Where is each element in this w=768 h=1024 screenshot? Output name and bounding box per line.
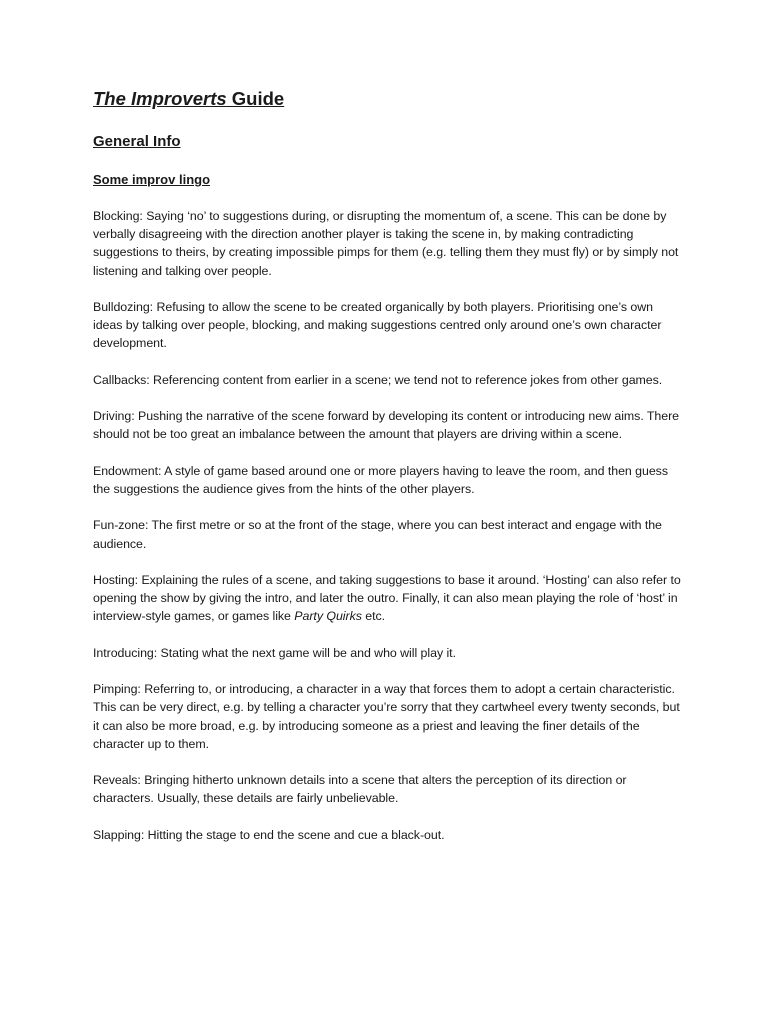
glossary-entry-callbacks: Callbacks: Referencing content from earlier in a scene; we tend not to reference jokes from other games. bbox=[93, 372, 663, 387]
section-heading-general-info: General Info bbox=[93, 133, 181, 150]
glossary-entry-driving: Driving: Pushing the narrative of the scene forward by developing its content or introducing new aims. There should not be too great an imbalance between the amount that players are driving within a scene. bbox=[93, 409, 680, 442]
hosting-text-after: etc. bbox=[361, 609, 386, 624]
glossary-entry-slapping: Slapping: Hitting the stage to end the scene and cue a black-out. bbox=[93, 827, 445, 842]
glossary-list bbox=[93, 207, 683, 844]
sub-heading-improv-lingo: Some improv lingo bbox=[93, 172, 211, 187]
hosting-text-italic: Party Quirks bbox=[294, 609, 362, 624]
document-title bbox=[93, 86, 683, 112]
glossary-entry-pimping: Pimping: Referring to, or introducing, a character in a way that forces them to adopt a certain characteristic. This can be very direct, e.g. by telling a character you’re sorry that they cartwheel every twenty seconds, but it can also be more broad, e.g. by introducing someone as a priest and leaving the finer details of the character up to them. bbox=[93, 682, 680, 751]
glossary-entry-introducing: Introducing: Stating what the next game will be and who will play it. bbox=[93, 645, 456, 660]
glossary-entry-hosting bbox=[93, 571, 683, 626]
glossary-entry-reveals: Reveals: Bringing hitherto unknown details into a scene that alters the perception of its direction or characters. Usually, these details are fairly unbelievable. bbox=[93, 773, 627, 806]
document-content bbox=[93, 86, 683, 862]
glossary-entry-endowment: Endowment: A style of game based around one or more players having to leave the room, and then guess the suggestions the audience gives from the hints of the other players. bbox=[93, 463, 668, 496]
hosting-text-before: Hosting: Explaining the rules of a scene, and taking suggestions to base it around. ‘Hosting’ can also refer to opening the show by giving the intro, and later the outro. Finally, it can also mean playing the role of ‘host’ in interview-style games, or games like bbox=[93, 572, 681, 624]
glossary-entry-blocking: Blocking: Saying ‘no’ to suggestions during, or disrupting the momentum of, a scene. This can be done by verbally disagreeing with the direction another player is taking the scene in, by making contradicting suggestions to theirs, by creating impossible pimps for them (e.g. telling them they must fly) or by simply not listening and talking over people. bbox=[93, 209, 679, 278]
document-title-italic: The Improverts bbox=[93, 88, 227, 109]
glossary-entry-bulldozing: Bulldozing: Refusing to allow the scene to be created organically by both players. Prioritising one’s own ideas by talking over people, blocking, and making suggestions centred only around one’s own character development. bbox=[93, 300, 662, 351]
document-title-rest: Guide bbox=[226, 88, 285, 109]
glossary-entry-fun-zone: Fun-zone: The first metre or so at the front of the stage, where you can best interact and engage with the audience. bbox=[93, 518, 662, 551]
